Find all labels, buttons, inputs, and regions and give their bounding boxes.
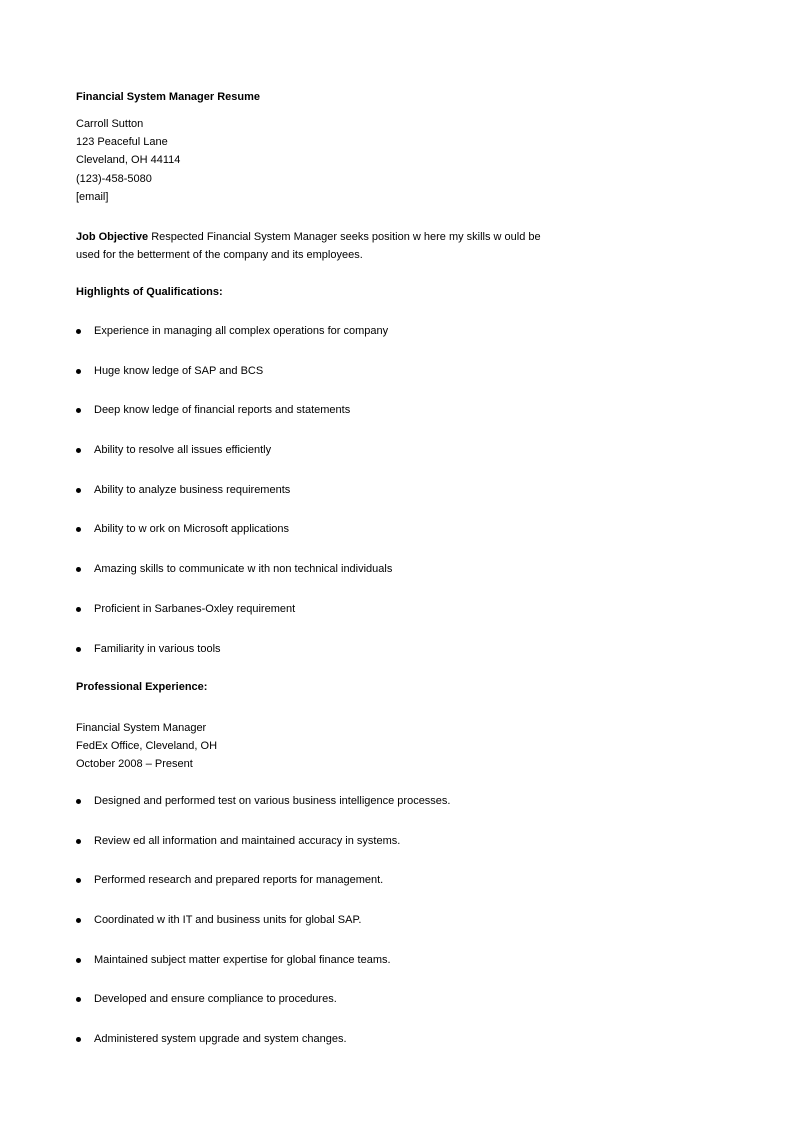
contact-city: Cleveland, OH 44114 [76,154,181,167]
bullet-icon [76,958,81,963]
job-dates: October 2008 – Present [76,758,193,771]
job-company: FedEx Office, Cleveland, OH [76,740,218,753]
bullet-icon [76,448,81,453]
list-item-text: Proficient in Sarbanes-Oxley requirement [94,602,296,615]
bullet-icon [76,997,81,1002]
qualifications-heading: Highlights of Qualifications: [76,286,223,298]
experience-heading: Professional Experience: [76,681,208,693]
bullet-icon [76,799,81,804]
bullet-icon [76,918,81,923]
contact-block [76,115,180,206]
list-item-text: Deep know ledge of financial reports and statements [94,404,351,417]
bullet-icon [76,567,81,572]
document-title: Financial System Manager Resume [76,91,261,103]
list-item-text: Huge know ledge of SAP and BCS [94,364,264,377]
contact-email: [email] [76,190,109,203]
bullet-icon [76,647,81,652]
bullet-icon [76,839,81,844]
list-item-text: Amazing skills to communicate w ith non technical individuals [94,563,393,576]
list-item-text: Developed and ensure compliance to procedures. [94,993,337,1006]
job-objective [76,229,556,264]
bullet-icon [76,329,81,334]
bullet-icon [76,408,81,413]
contact-name: Carroll Sutton [76,118,144,130]
list-item-text: Review ed all information and maintained accuracy in systems. [94,834,401,847]
list-item-text: Familiarity in various tools [94,642,221,655]
list-item-text: Maintained subject matter expertise for global finance teams. [94,953,391,966]
list-item-text: Ability to w ork on Microsoft applications [94,523,290,536]
bullet-icon [76,527,81,532]
job-title: Financial System Manager [76,722,207,734]
contact-address: 123 Peaceful Lane [76,136,168,149]
bullet-icon [76,369,81,374]
list-item-text: Ability to analyze business requirements [94,483,291,496]
job-objective-text: Respected Financial System Manager seeks position w here my skills w ould be used for the betterment of the company and its employees. [76,231,541,261]
job-objective-label: Job Objective [76,231,149,243]
list-item-text: Coordinated w ith IT and business units for global SAP. [94,914,362,927]
bullet-icon [76,878,81,883]
contact-phone: (123)-458-5080 [76,172,152,185]
bullet-icon [76,1037,81,1042]
list-item-text: Performed research and prepared reports for management. [94,874,384,887]
list-item-text: Administered system upgrade and system changes. [94,1033,347,1046]
list-item-text: Experience in managing all complex operations for company [94,325,389,337]
list-item-text: Ability to resolve all issues efficiently [94,444,272,457]
job-block [76,719,217,774]
list-item-text: Designed and performed test on various business intelligence processes. [94,795,451,807]
bullet-icon [76,488,81,493]
bullet-icon [76,607,81,612]
